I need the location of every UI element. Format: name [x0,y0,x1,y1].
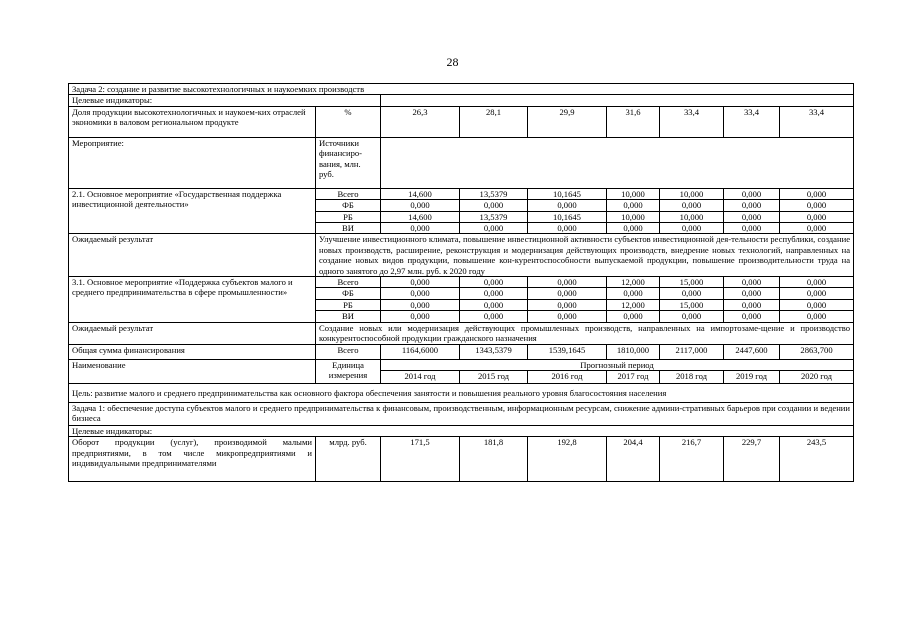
indicator-value: 31,6 [607,106,660,137]
finance-value: 0,000 [460,299,528,310]
finance-value: 0,000 [724,223,780,234]
task2-row [69,84,854,95]
finance-value: 0,000 [528,223,607,234]
indicator-value: 33,4 [660,106,724,137]
indicator-value: 33,4 [780,106,854,137]
year-header: 2018 год [660,370,724,383]
source-label: ВИ [316,311,381,322]
finance-value: 0,000 [724,288,780,299]
page-number: 28 [446,55,459,69]
finance-value: 0,000 [460,311,528,322]
indicator-value: 229,7 [724,437,780,482]
finance-value: 0,000 [607,200,660,211]
source-label: Всего [316,277,381,288]
measure-label: Мероприятие: [69,137,316,188]
program-table [68,83,854,482]
expected-3-1-text: Создание новых или модернизация действующих промышленных производств, направленных на импортозаме-щение и производство конкурентоспособной продукции гражданского назначения [316,322,854,344]
indicator-value: 204,4 [607,437,660,482]
finance-value: 0,000 [528,277,607,288]
total-value: 2863,700 [780,344,854,359]
finance-value: 10,000 [607,211,660,222]
finance-value: 0,000 [607,223,660,234]
indicator-name: Доля продукции высокотехнологичных и наукоем-ких отраслей экономики в валовом региональном продукте [69,106,316,137]
finance-value: 10,000 [607,188,660,199]
task1-row [69,402,854,425]
source-label: ФБ [316,200,381,211]
total-value: 1343,5379 [460,344,528,359]
indicator-value: 171,5 [381,437,460,482]
finance-value: 0,000 [607,311,660,322]
total-value: 2117,000 [660,344,724,359]
measure-2-1-row [69,188,854,199]
sources-label: Источники финансиро-вания, млн. руб. [316,137,381,188]
finance-value: 10,1645 [528,188,607,199]
indicator-name: Оборот продукции (услуг), производимой малыми предприятиями, в том числе микропредприятиями и индивидуальными предпринимателями [69,437,316,482]
indicator-unit: % [316,106,381,137]
task1-title: Задача 1: обеспечение доступа субъектов малого и среднего предпринимательства к финансовым, производственным, информационным ресурсам, снижение админи-стративных барьеров при создании и ведении бизнеса [69,402,854,425]
finance-value: 0,000 [660,311,724,322]
finance-value: 15,000 [660,299,724,310]
indicator-value: 28,1 [460,106,528,137]
unit-header: Единица измерения [316,359,381,383]
total-label: Общая сумма финансирования [69,344,316,359]
finance-value: 0,000 [528,299,607,310]
year-header: 2019 год [724,370,780,383]
source-label: РБ [316,211,381,222]
indicator-value: 26,3 [381,106,460,137]
goal-text: Цель: развитие малого и среднего предпринимательства как основного фактора обеспечения занятости и повышения реального уровня благосостояния населения [69,383,854,402]
indicator-value: 33,4 [724,106,780,137]
finance-value: 14,600 [381,188,460,199]
finance-value: 12,000 [607,299,660,310]
finance-value: 0,000 [460,277,528,288]
goal-row [69,383,854,402]
finance-value: 13,5379 [460,211,528,222]
finance-value: 15,000 [660,277,724,288]
finance-value: 0,000 [607,288,660,299]
total-source: Всего [316,344,381,359]
finance-value: 0,000 [724,211,780,222]
finance-value: 0,000 [528,311,607,322]
source-label: ФБ [316,288,381,299]
finance-value: 12,000 [607,277,660,288]
forecast-header: Прогнозный период [381,359,854,370]
year-header: 2017 год [607,370,660,383]
source-label: Всего [316,188,381,199]
expected-3-1-row [69,322,854,344]
expected-label: Ожидаемый результат [69,322,316,344]
year-header: 2016 год [528,370,607,383]
finance-value: 0,000 [381,200,460,211]
finance-value: 0,000 [660,223,724,234]
finance-value: 10,000 [660,211,724,222]
finance-value: 0,000 [780,223,854,234]
total-value: 2447,600 [724,344,780,359]
expected-2-1-row [69,234,854,277]
finance-value: 0,000 [724,200,780,211]
measure-3-1-name: 3.1. Основное мероприятие «Поддержка субъектов малого и среднего предпринимательства в сфере промышленности» [69,277,316,323]
expected-label: Ожидаемый результат [69,234,316,277]
source-label: РБ [316,299,381,310]
finance-value: 13,5379 [460,188,528,199]
finance-value: 0,000 [528,200,607,211]
measure-3-1-row [69,277,854,288]
indicator-unit: млрд. руб. [316,437,381,482]
finance-value: 0,000 [381,299,460,310]
total-value: 1164,6000 [381,344,460,359]
indicator-value: 216,7 [660,437,724,482]
task2-indicators-label: Целевые индикаторы: [69,95,381,106]
measure-header-row [69,137,854,188]
task2-indicators-row [69,95,854,106]
finance-value: 0,000 [460,200,528,211]
finance-value: 0,000 [381,223,460,234]
task2-title: Задача 2: создание и развитие высокотехнологичных и наукоемких производств [69,84,854,95]
finance-value: 0,000 [780,288,854,299]
finance-value: 0,000 [660,200,724,211]
year-header: 2020 год [780,370,854,383]
total-row [69,344,854,359]
task1-indicators-label: Целевые индикаторы: [69,425,854,436]
finance-value: 0,000 [780,299,854,310]
year-header: 2015 год [460,370,528,383]
finance-value: 0,000 [660,288,724,299]
finance-value: 0,000 [724,188,780,199]
finance-value: 0,000 [381,288,460,299]
total-value: 1539,1645 [528,344,607,359]
header-row [69,359,854,370]
indicator-value: 243,5 [780,437,854,482]
finance-value: 14,600 [381,211,460,222]
finance-value: 0,000 [460,288,528,299]
finance-value: 0,000 [381,277,460,288]
finance-value: 0,000 [780,277,854,288]
finance-value: 0,000 [780,200,854,211]
finance-value: 0,000 [724,277,780,288]
finance-value: 0,000 [724,299,780,310]
indicator-value: 192,8 [528,437,607,482]
finance-value: 0,000 [381,311,460,322]
task1-indicator-row [69,437,854,482]
finance-value: 0,000 [724,311,780,322]
finance-value: 0,000 [528,288,607,299]
finance-value: 0,000 [460,223,528,234]
source-label: ВИ [316,223,381,234]
task1-indicators-row [69,425,854,436]
indicator-value: 29,9 [528,106,607,137]
finance-value: 0,000 [780,188,854,199]
measure-2-1-name: 2.1. Основное мероприятие «Государственная поддержка инвестиционной деятельности» [69,188,316,234]
finance-value: 0,000 [780,211,854,222]
expected-2-1-text: Улучшение инвестиционного климата, повышение инвестиционной активности субъектов инвестиционной дея-тельности республики, создание новых производств, расширение, реконструкция и модернизация действующих производств, внедрение новых технологий, направленных на создание новых видов продукции, повышение кон-курентоспособности выпускаемой продукции, повышение производительности труда на одного занятого до 2,97 млн. руб. к 2020 году [316,234,854,277]
finance-value: 10,000 [660,188,724,199]
total-value: 1810,000 [607,344,660,359]
task2-indicator-row [69,106,854,137]
finance-value: 10,1645 [528,211,607,222]
finance-value: 0,000 [780,311,854,322]
name-header: Наименование [69,359,316,383]
indicator-value: 181,8 [460,437,528,482]
year-header: 2014 год [381,370,460,383]
